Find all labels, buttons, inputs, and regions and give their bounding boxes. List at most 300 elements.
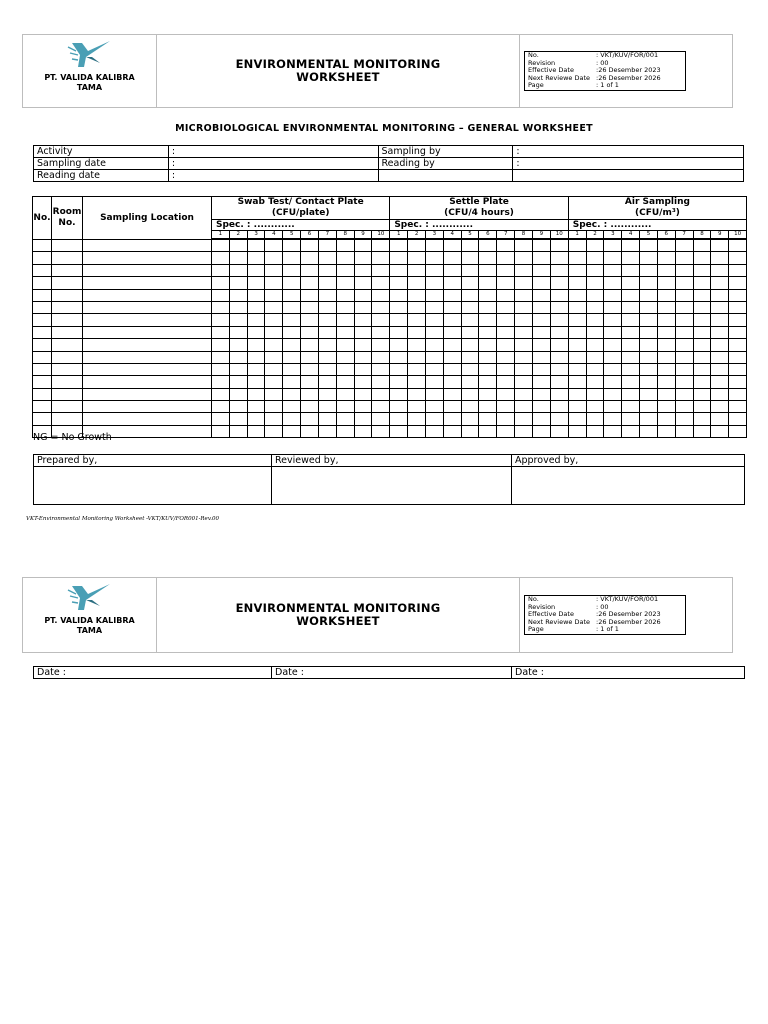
grid-cell[interactable] xyxy=(497,351,515,363)
grid-cell[interactable] xyxy=(247,326,265,338)
grid-cell[interactable] xyxy=(33,277,52,289)
grid-cell[interactable] xyxy=(390,351,408,363)
grid-cell[interactable] xyxy=(550,388,568,400)
grid-cell[interactable] xyxy=(408,413,426,425)
grid-cell[interactable] xyxy=(336,301,354,313)
grid-cell[interactable] xyxy=(675,351,693,363)
grid-cell[interactable] xyxy=(283,301,301,313)
grid-cell[interactable] xyxy=(657,376,675,388)
grid-cell[interactable] xyxy=(532,401,550,413)
grid-cell[interactable] xyxy=(83,289,212,301)
grid-cell[interactable] xyxy=(354,363,372,375)
grid-cell[interactable] xyxy=(283,264,301,276)
grid-cell[interactable] xyxy=(247,425,265,437)
grid-cell[interactable] xyxy=(640,363,658,375)
grid-cell[interactable] xyxy=(52,277,83,289)
grid-cell[interactable] xyxy=(604,314,622,326)
grid-cell[interactable] xyxy=(693,388,711,400)
grid-cell[interactable] xyxy=(568,339,586,351)
grid-cell[interactable] xyxy=(443,351,461,363)
grid-cell[interactable] xyxy=(729,339,747,351)
grid-cell[interactable] xyxy=(229,289,247,301)
grid-cell[interactable] xyxy=(568,413,586,425)
grid-cell[interactable] xyxy=(443,252,461,264)
grid-cell[interactable] xyxy=(52,388,83,400)
grid-cell[interactable] xyxy=(265,351,283,363)
grid-cell[interactable] xyxy=(301,301,319,313)
grid-cell[interactable] xyxy=(318,425,336,437)
grid-cell[interactable] xyxy=(515,252,533,264)
grid-cell[interactable] xyxy=(265,264,283,276)
grid-cell[interactable] xyxy=(550,351,568,363)
grid-cell[interactable] xyxy=(372,326,390,338)
grid-cell[interactable] xyxy=(568,326,586,338)
grid-cell[interactable] xyxy=(372,289,390,301)
grid-cell[interactable] xyxy=(283,413,301,425)
grid-cell[interactable] xyxy=(265,301,283,313)
grid-cell[interactable] xyxy=(640,351,658,363)
grid-cell[interactable] xyxy=(675,413,693,425)
grid-cell[interactable] xyxy=(461,376,479,388)
grid-cell[interactable] xyxy=(229,264,247,276)
grid-cell[interactable] xyxy=(301,289,319,301)
grid-cell[interactable] xyxy=(729,401,747,413)
grid-cell[interactable] xyxy=(604,351,622,363)
grid-cell[interactable] xyxy=(693,339,711,351)
grid-cell[interactable] xyxy=(640,277,658,289)
grid-cell[interactable] xyxy=(532,289,550,301)
reviewed-date-field[interactable]: Date : xyxy=(272,667,512,679)
grid-cell[interactable] xyxy=(247,351,265,363)
grid-cell[interactable] xyxy=(497,363,515,375)
grid-cell[interactable] xyxy=(729,388,747,400)
grid-cell[interactable] xyxy=(372,351,390,363)
grid-cell[interactable] xyxy=(461,264,479,276)
grid-cell[interactable] xyxy=(532,413,550,425)
grid-cell[interactable] xyxy=(711,351,729,363)
grid-cell[interactable] xyxy=(550,376,568,388)
grid-cell[interactable] xyxy=(479,289,497,301)
grid-cell[interactable] xyxy=(550,252,568,264)
grid-cell[interactable] xyxy=(318,413,336,425)
spec-field[interactable]: Spec. : ............ xyxy=(212,220,390,231)
grid-cell[interactable] xyxy=(336,326,354,338)
grid-cell[interactable] xyxy=(372,425,390,437)
grid-cell[interactable] xyxy=(283,425,301,437)
grid-cell[interactable] xyxy=(212,401,230,413)
grid-cell[interactable] xyxy=(247,401,265,413)
grid-cell[interactable] xyxy=(336,425,354,437)
grid-cell[interactable] xyxy=(52,401,83,413)
grid-cell[interactable] xyxy=(229,376,247,388)
grid-cell[interactable] xyxy=(550,401,568,413)
grid-cell[interactable] xyxy=(372,301,390,313)
grid-cell[interactable] xyxy=(443,339,461,351)
grid-cell[interactable] xyxy=(390,326,408,338)
grid-cell[interactable] xyxy=(247,314,265,326)
grid-cell[interactable] xyxy=(229,388,247,400)
grid-cell[interactable] xyxy=(479,339,497,351)
grid-cell[interactable] xyxy=(265,388,283,400)
grid-cell[interactable] xyxy=(568,252,586,264)
grid-cell[interactable] xyxy=(657,264,675,276)
grid-cell[interactable] xyxy=(729,252,747,264)
grid-cell[interactable] xyxy=(283,240,301,252)
grid-cell[interactable] xyxy=(229,339,247,351)
grid-cell[interactable] xyxy=(443,363,461,375)
grid-cell[interactable] xyxy=(301,363,319,375)
grid-cell[interactable] xyxy=(604,425,622,437)
grid-cell[interactable] xyxy=(229,413,247,425)
grid-cell[interactable] xyxy=(515,301,533,313)
grid-cell[interactable] xyxy=(586,351,604,363)
grid-cell[interactable] xyxy=(247,240,265,252)
grid-cell[interactable] xyxy=(586,252,604,264)
grid-cell[interactable] xyxy=(550,289,568,301)
grid-cell[interactable] xyxy=(354,351,372,363)
grid-cell[interactable] xyxy=(318,388,336,400)
grid-cell[interactable] xyxy=(408,351,426,363)
grid-cell[interactable] xyxy=(586,376,604,388)
grid-cell[interactable] xyxy=(318,277,336,289)
grid-cell[interactable] xyxy=(461,388,479,400)
grid-cell[interactable] xyxy=(497,301,515,313)
grid-cell[interactable] xyxy=(408,363,426,375)
grid-cell[interactable] xyxy=(532,326,550,338)
grid-cell[interactable] xyxy=(390,240,408,252)
grid-cell[interactable] xyxy=(532,388,550,400)
grid-cell[interactable] xyxy=(532,240,550,252)
grid-cell[interactable] xyxy=(640,289,658,301)
grid-cell[interactable] xyxy=(515,314,533,326)
grid-cell[interactable] xyxy=(568,376,586,388)
grid-cell[interactable] xyxy=(711,289,729,301)
grid-cell[interactable] xyxy=(604,264,622,276)
grid-cell[interactable] xyxy=(212,252,230,264)
grid-cell[interactable] xyxy=(425,401,443,413)
grid-cell[interactable] xyxy=(336,314,354,326)
grid-cell[interactable] xyxy=(711,314,729,326)
grid-cell[interactable] xyxy=(657,301,675,313)
grid-cell[interactable] xyxy=(83,326,212,338)
grid-cell[interactable] xyxy=(318,339,336,351)
grid-cell[interactable] xyxy=(711,264,729,276)
grid-cell[interactable] xyxy=(479,326,497,338)
grid-cell[interactable] xyxy=(497,376,515,388)
grid-cell[interactable] xyxy=(461,252,479,264)
grid-cell[interactable] xyxy=(33,388,52,400)
grid-cell[interactable] xyxy=(497,240,515,252)
grid-cell[interactable] xyxy=(265,376,283,388)
grid-cell[interactable] xyxy=(568,363,586,375)
grid-cell[interactable] xyxy=(604,339,622,351)
grid-cell[interactable] xyxy=(532,264,550,276)
grid-cell[interactable] xyxy=(657,240,675,252)
grid-cell[interactable] xyxy=(425,425,443,437)
grid-cell[interactable] xyxy=(425,413,443,425)
grid-cell[interactable] xyxy=(390,413,408,425)
grid-cell[interactable] xyxy=(657,277,675,289)
grid-cell[interactable] xyxy=(711,376,729,388)
grid-cell[interactable] xyxy=(408,425,426,437)
grid-cell[interactable] xyxy=(461,277,479,289)
grid-cell[interactable] xyxy=(586,264,604,276)
grid-cell[interactable] xyxy=(318,240,336,252)
grid-cell[interactable] xyxy=(83,301,212,313)
grid-cell[interactable] xyxy=(33,264,52,276)
grid-cell[interactable] xyxy=(390,277,408,289)
grid-cell[interactable] xyxy=(390,401,408,413)
grid-cell[interactable] xyxy=(33,401,52,413)
grid-cell[interactable] xyxy=(550,425,568,437)
sampling-date-field[interactable]: : xyxy=(168,158,378,170)
grid-cell[interactable] xyxy=(515,289,533,301)
grid-cell[interactable] xyxy=(372,413,390,425)
grid-cell[interactable] xyxy=(408,264,426,276)
grid-cell[interactable] xyxy=(83,376,212,388)
grid-cell[interactable] xyxy=(693,413,711,425)
grid-cell[interactable] xyxy=(301,264,319,276)
grid-cell[interactable] xyxy=(408,339,426,351)
grid-cell[interactable] xyxy=(604,277,622,289)
grid-cell[interactable] xyxy=(711,326,729,338)
sampling-by-field[interactable]: : xyxy=(513,146,744,158)
grid-cell[interactable] xyxy=(657,339,675,351)
grid-cell[interactable] xyxy=(568,388,586,400)
grid-cell[interactable] xyxy=(550,301,568,313)
grid-cell[interactable] xyxy=(425,289,443,301)
grid-cell[interactable] xyxy=(675,264,693,276)
grid-cell[interactable] xyxy=(33,301,52,313)
grid-cell[interactable] xyxy=(586,240,604,252)
grid-cell[interactable] xyxy=(622,363,640,375)
grid-cell[interactable] xyxy=(229,401,247,413)
grid-cell[interactable] xyxy=(408,252,426,264)
grid-cell[interactable] xyxy=(497,339,515,351)
grid-cell[interactable] xyxy=(640,376,658,388)
grid-cell[interactable] xyxy=(336,388,354,400)
grid-cell[interactable] xyxy=(604,240,622,252)
grid-cell[interactable] xyxy=(301,277,319,289)
grid-cell[interactable] xyxy=(283,388,301,400)
grid-cell[interactable] xyxy=(729,376,747,388)
grid-cell[interactable] xyxy=(33,326,52,338)
grid-cell[interactable] xyxy=(586,289,604,301)
activity-field[interactable]: : xyxy=(168,146,378,158)
grid-cell[interactable] xyxy=(301,425,319,437)
grid-cell[interactable] xyxy=(354,277,372,289)
grid-cell[interactable] xyxy=(622,339,640,351)
grid-cell[interactable] xyxy=(318,301,336,313)
grid-cell[interactable] xyxy=(693,301,711,313)
grid-cell[interactable] xyxy=(425,314,443,326)
grid-cell[interactable] xyxy=(408,240,426,252)
grid-cell[interactable] xyxy=(390,301,408,313)
grid-cell[interactable] xyxy=(622,289,640,301)
grid-cell[interactable] xyxy=(479,301,497,313)
grid-cell[interactable] xyxy=(336,240,354,252)
grid-cell[interactable] xyxy=(515,264,533,276)
grid-cell[interactable] xyxy=(425,363,443,375)
grid-cell[interactable] xyxy=(425,326,443,338)
grid-cell[interactable] xyxy=(657,252,675,264)
grid-cell[interactable] xyxy=(212,388,230,400)
grid-cell[interactable] xyxy=(33,351,52,363)
grid-cell[interactable] xyxy=(229,326,247,338)
grid-cell[interactable] xyxy=(83,314,212,326)
grid-cell[interactable] xyxy=(586,401,604,413)
grid-cell[interactable] xyxy=(52,301,83,313)
grid-cell[interactable] xyxy=(497,413,515,425)
grid-cell[interactable] xyxy=(301,240,319,252)
grid-cell[interactable] xyxy=(33,339,52,351)
grid-cell[interactable] xyxy=(693,289,711,301)
grid-cell[interactable] xyxy=(568,301,586,313)
grid-cell[interactable] xyxy=(229,351,247,363)
grid-cell[interactable] xyxy=(336,401,354,413)
grid-cell[interactable] xyxy=(318,326,336,338)
grid-cell[interactable] xyxy=(212,301,230,313)
grid-cell[interactable] xyxy=(425,301,443,313)
grid-cell[interactable] xyxy=(657,425,675,437)
grid-cell[interactable] xyxy=(532,277,550,289)
grid-cell[interactable] xyxy=(372,388,390,400)
grid-cell[interactable] xyxy=(568,289,586,301)
grid-cell[interactable] xyxy=(283,326,301,338)
grid-cell[interactable] xyxy=(390,425,408,437)
grid-cell[interactable] xyxy=(497,326,515,338)
grid-cell[interactable] xyxy=(497,252,515,264)
grid-cell[interactable] xyxy=(622,326,640,338)
prepared-by-signature-area[interactable] xyxy=(34,467,272,505)
spec-field[interactable]: Spec. : ............ xyxy=(568,220,746,231)
grid-cell[interactable] xyxy=(515,277,533,289)
grid-cell[interactable] xyxy=(33,252,52,264)
grid-cell[interactable] xyxy=(640,240,658,252)
grid-cell[interactable] xyxy=(604,289,622,301)
grid-cell[interactable] xyxy=(336,252,354,264)
grid-cell[interactable] xyxy=(675,277,693,289)
grid-cell[interactable] xyxy=(443,264,461,276)
grid-cell[interactable] xyxy=(83,264,212,276)
grid-cell[interactable] xyxy=(622,376,640,388)
grid-cell[interactable] xyxy=(354,339,372,351)
grid-cell[interactable] xyxy=(443,301,461,313)
grid-cell[interactable] xyxy=(711,240,729,252)
grid-cell[interactable] xyxy=(283,351,301,363)
grid-cell[interactable] xyxy=(318,351,336,363)
grid-cell[interactable] xyxy=(568,425,586,437)
grid-cell[interactable] xyxy=(657,363,675,375)
grid-cell[interactable] xyxy=(729,289,747,301)
grid-cell[interactable] xyxy=(729,277,747,289)
grid-cell[interactable] xyxy=(336,376,354,388)
grid-cell[interactable] xyxy=(711,339,729,351)
grid-cell[interactable] xyxy=(229,363,247,375)
grid-cell[interactable] xyxy=(229,425,247,437)
grid-cell[interactable] xyxy=(354,425,372,437)
grid-cell[interactable] xyxy=(693,240,711,252)
grid-cell[interactable] xyxy=(532,252,550,264)
grid-cell[interactable] xyxy=(265,413,283,425)
grid-cell[interactable] xyxy=(372,363,390,375)
grid-cell[interactable] xyxy=(52,351,83,363)
grid-cell[interactable] xyxy=(532,363,550,375)
grid-cell[interactable] xyxy=(52,363,83,375)
grid-cell[interactable] xyxy=(604,413,622,425)
grid-cell[interactable] xyxy=(354,240,372,252)
grid-cell[interactable] xyxy=(52,314,83,326)
grid-cell[interactable] xyxy=(693,326,711,338)
grid-cell[interactable] xyxy=(515,401,533,413)
grid-cell[interactable] xyxy=(711,401,729,413)
grid-cell[interactable] xyxy=(336,277,354,289)
grid-cell[interactable] xyxy=(693,425,711,437)
grid-cell[interactable] xyxy=(318,314,336,326)
grid-cell[interactable] xyxy=(729,264,747,276)
grid-cell[interactable] xyxy=(247,413,265,425)
grid-cell[interactable] xyxy=(408,314,426,326)
grid-cell[interactable] xyxy=(515,413,533,425)
grid-cell[interactable] xyxy=(586,326,604,338)
grid-cell[interactable] xyxy=(550,264,568,276)
reading-by-field[interactable]: : xyxy=(513,158,744,170)
grid-cell[interactable] xyxy=(532,376,550,388)
grid-cell[interactable] xyxy=(212,289,230,301)
grid-cell[interactable] xyxy=(354,376,372,388)
grid-cell[interactable] xyxy=(461,363,479,375)
grid-cell[interactable] xyxy=(568,401,586,413)
grid-cell[interactable] xyxy=(479,240,497,252)
grid-cell[interactable] xyxy=(372,240,390,252)
grid-cell[interactable] xyxy=(372,314,390,326)
grid-cell[interactable] xyxy=(283,339,301,351)
grid-cell[interactable] xyxy=(354,301,372,313)
grid-cell[interactable] xyxy=(354,314,372,326)
grid-cell[interactable] xyxy=(354,401,372,413)
grid-cell[interactable] xyxy=(515,326,533,338)
grid-cell[interactable] xyxy=(83,363,212,375)
grid-cell[interactable] xyxy=(318,401,336,413)
grid-cell[interactable] xyxy=(229,240,247,252)
grid-cell[interactable] xyxy=(675,252,693,264)
grid-cell[interactable] xyxy=(657,326,675,338)
grid-cell[interactable] xyxy=(52,289,83,301)
grid-cell[interactable] xyxy=(711,388,729,400)
grid-cell[interactable] xyxy=(479,314,497,326)
grid-cell[interactable] xyxy=(729,413,747,425)
grid-cell[interactable] xyxy=(33,314,52,326)
grid-cell[interactable] xyxy=(515,425,533,437)
grid-cell[interactable] xyxy=(336,339,354,351)
grid-cell[interactable] xyxy=(711,252,729,264)
grid-cell[interactable] xyxy=(622,264,640,276)
grid-cell[interactable] xyxy=(301,326,319,338)
grid-cell[interactable] xyxy=(479,401,497,413)
grid-cell[interactable] xyxy=(33,413,52,425)
grid-cell[interactable] xyxy=(265,339,283,351)
grid-cell[interactable] xyxy=(461,413,479,425)
grid-cell[interactable] xyxy=(461,301,479,313)
grid-cell[interactable] xyxy=(622,277,640,289)
grid-cell[interactable] xyxy=(640,326,658,338)
grid-cell[interactable] xyxy=(497,289,515,301)
grid-cell[interactable] xyxy=(729,301,747,313)
grid-cell[interactable] xyxy=(212,240,230,252)
grid-cell[interactable] xyxy=(461,240,479,252)
grid-cell[interactable] xyxy=(461,314,479,326)
grid-cell[interactable] xyxy=(604,388,622,400)
